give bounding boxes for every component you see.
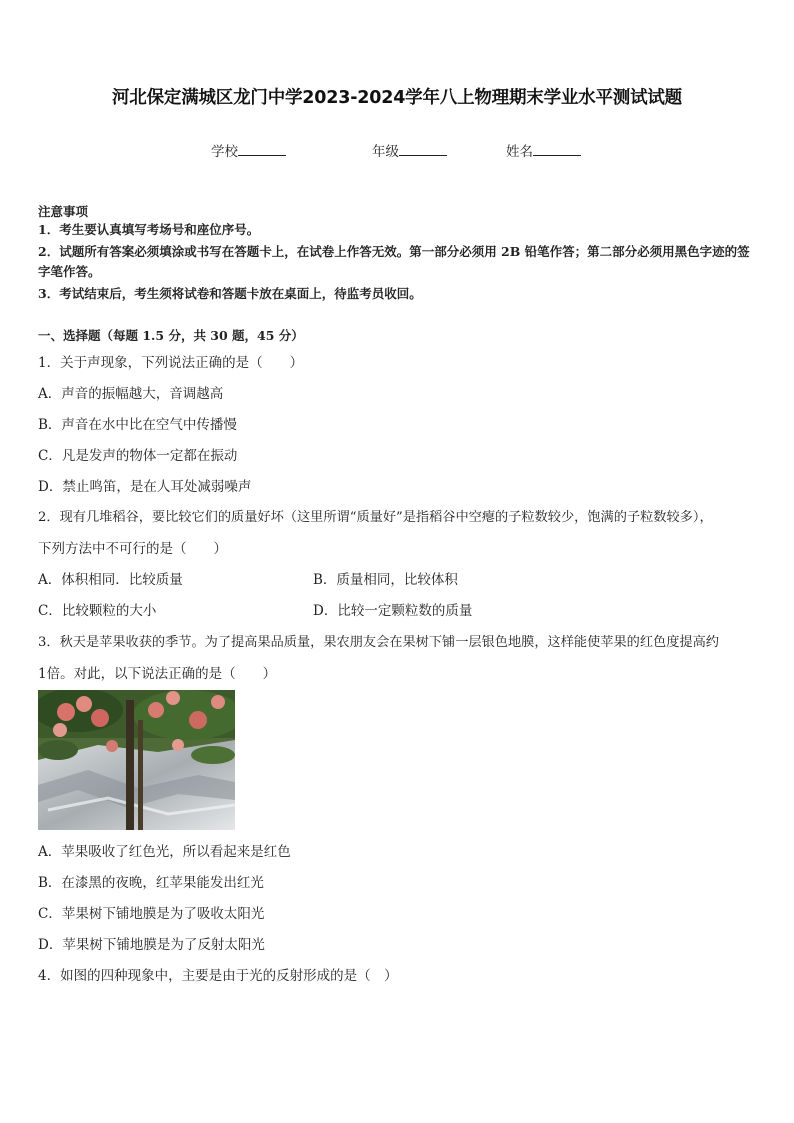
grade-blank bbox=[399, 143, 447, 156]
school-field bbox=[211, 140, 286, 160]
question-3-stem-cont: 1倍。对此，以下说法正确的是（ ） bbox=[38, 666, 277, 682]
question-3-stem: 3．秋天是苹果收获的季节。为了提高果品质量，果农朋友会在果树下铺一层银色地膜，这样能使苹果的红色度提高约 bbox=[38, 635, 719, 650]
page-title: 河北保定满城区龙门中学2023-2024学年八上物理期末学业水平测试试题 bbox=[112, 88, 682, 108]
question-3-option-d: D．苹果树下铺地膜是为了反射太阳光 bbox=[38, 937, 265, 953]
grade-label: 年级 bbox=[372, 144, 399, 160]
question-2-option-a: A．体积相同．比较质量 bbox=[38, 572, 183, 588]
question-1-option-d: D．禁止鸣笛，是在人耳处减弱噪声 bbox=[38, 479, 252, 495]
question-1-option-a: A．声音的振幅越大，音调越高 bbox=[38, 386, 224, 402]
name-blank bbox=[533, 143, 581, 156]
school-label: 学校 bbox=[211, 144, 238, 160]
question-2-option-d: D．比较一定颗粒数的质量 bbox=[313, 603, 473, 619]
section-heading: 一、选择题（每题 1.5 分，共 30 题，45 分） bbox=[38, 328, 304, 343]
question-1-option-b: B．声音在水中比在空气中传播慢 bbox=[38, 417, 237, 433]
name-field bbox=[506, 140, 581, 160]
question-2-stem-cont: 下列方法中不可行的是（ ） bbox=[38, 541, 227, 557]
question-2-stem: 2．现有几堆稻谷，要比较它们的质量好坏（这里所谓“质量好”是指稻谷中空瘪的子粒数较少，饱满的子粒数较多）， bbox=[38, 510, 713, 525]
note-item: 3．考试结束后，考生须将试卷和答题卡放在桌面上，待监考员收回。 bbox=[38, 286, 422, 301]
school-blank bbox=[238, 143, 286, 156]
note-item: 2．试题所有答案必须填涂或书写在答题卡上，在试卷上作答无效。第一部分必须用 2B 铅笔作答；第二部分必须用黑色字迹的签字笔作答。 bbox=[38, 244, 750, 279]
note-item: 1．考生要认真填写考场号和座位序号。 bbox=[38, 222, 260, 237]
question-3-option-a: A．苹果吸收了红色光，所以看起来是红色 bbox=[38, 844, 291, 860]
question-4-stem: 4．如图的四种现象中，主要是由于光的反射形成的是（ ） bbox=[38, 968, 398, 984]
question-2-option-b: B．质量相同，比较体积 bbox=[313, 572, 458, 588]
grade-field bbox=[372, 140, 447, 160]
question-1-option-c: C．凡是发声的物体一定都在振动 bbox=[38, 448, 238, 464]
apple-tree-photo bbox=[38, 690, 235, 830]
question-3-option-c: C．苹果树下铺地膜是为了吸收太阳光 bbox=[38, 906, 265, 922]
name-label: 姓名 bbox=[506, 144, 533, 160]
question-3-option-b: B．在漆黑的夜晚，红苹果能发出红光 bbox=[38, 875, 264, 891]
question-1-stem: 1．关于声现象，下列说法正确的是（ ） bbox=[38, 355, 304, 371]
notes-heading: 注意事项 bbox=[38, 204, 89, 219]
question-2-option-c: C．比较颗粒的大小 bbox=[38, 603, 157, 619]
